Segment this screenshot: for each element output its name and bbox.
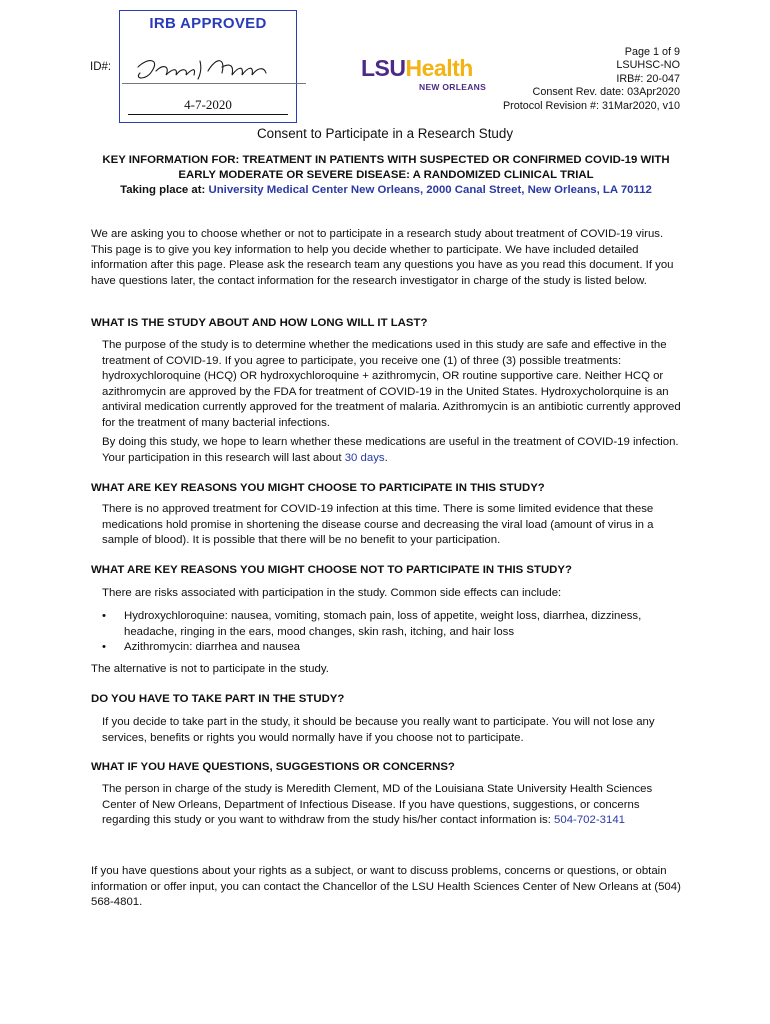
consent-revision-date: Consent Rev. date: 03Apr2020 xyxy=(532,86,680,99)
study-title: KEY INFORMATION FOR: TREATMENT IN PATIENTS WITH SUSPECTED OR CONFIRMED COVID-19 WITH EARLY MODERATE OR SEVERE DISEASE: A RANDOMIZED CLINICAL TRIAL xyxy=(102,154,670,182)
list-item: • Hydroxychloroquine: nausea, vomiting, stomach pain, loss of appetite, weight loss, diarrhea, dizziness, headache, ringing in the ears, mood changes, skin rash, itching, and hair loss xyxy=(102,610,642,638)
protocol-revision: Protocol Revision #: 31Mar2020, v10 xyxy=(502,99,680,112)
reasons-to-participate-paragraph: There is no approved treatment for COVID-19 infection at this time. There is some limited evidence that these medications hold promise in shortening the disease course and decreasing the viral load (amount of virus in a sample of blood). It is possible that there will be no benefit to your participation. xyxy=(102,503,654,547)
heading-study-about: WHAT IS THE STUDY ABOUT AND HOW LONG WILL IT LAST? xyxy=(91,317,428,329)
rights-paragraph: If you have questions about your rights as a subject, or want to discuss problems, concerns or questions, or obtain information or offer input, you can contact the Chancellor of the LSU Health Sciences Center of New Orleans at (504) 568-4801. xyxy=(91,865,681,909)
heading-reasons-to-participate: WHAT ARE KEY REASONS YOU MIGHT CHOOSE TO PARTICIPATE IN THIS STUDY? xyxy=(91,482,545,494)
bullet-icon: • xyxy=(102,641,106,654)
side-effects-list xyxy=(102,609,683,656)
heading-take-part: DO YOU HAVE TO TAKE PART IN THE STUDY? xyxy=(91,693,345,705)
approval-date: 4-7-2020 xyxy=(128,97,288,115)
location-prefix: Taking place at: xyxy=(120,184,209,197)
heading-reasons-not-to-participate: WHAT ARE KEY REASONS YOU MIGHT CHOOSE NOT TO PARTICIPATE IN THIS STUDY? xyxy=(91,564,572,576)
bullet-icon: • xyxy=(102,610,106,622)
logo-lsu: LSU xyxy=(361,55,406,81)
key-information-title xyxy=(86,153,686,199)
logo-subtitle: NEW ORLEANS xyxy=(419,82,487,92)
stamp-title: IRB APPROVED xyxy=(149,15,267,32)
study-purpose-paragraph: The purpose of the study is to determine whether the medications used in this study are safe and effective in the treatment of COVID-19. If you agree to participate, you receive one (1) of three (3) possible treatments: hydroxychloroquine (HCQ) OR hydroxychloroquine + azithromycin, OR routine supportive care. Neither HCQ or azithromycin are approved by the FDA for treatment of COVID-19 in the United States. Hydroxycholorquine is an antiviral medication currently approved for the treatment of malaria. Azithromycin is an antibiotic currently approved for the treatment of many bacterial infections. xyxy=(102,339,681,429)
id-label: ID#: xyxy=(90,61,112,73)
logo-health: Health xyxy=(405,55,473,81)
handwritten-signature xyxy=(126,49,286,87)
document-title: Consent to Participate in a Research Study xyxy=(256,126,514,141)
list-item: • Azithromycin: diarrhea and nausea xyxy=(102,640,683,656)
heading-questions: WHAT IF YOU HAVE QUESTIONS, SUGGESTIONS OR CONCERNS? xyxy=(91,761,455,773)
study-duration-paragraph: By doing this study, we hope to learn whether these medications are useful in the treatment of COVID-19 infection. Your participation in this research will last about 30 days. xyxy=(102,436,679,464)
page-number: Page 1 of 9 xyxy=(624,46,680,58)
signature-line xyxy=(122,83,306,84)
duration-value: 30 days xyxy=(344,451,385,464)
lsu-health-logo xyxy=(361,55,493,95)
intro-paragraph: We are asking you to choose whether or not to participate in a research study about treatment of COVID-19 virus. This page is to give you key information to help you decide whether to participate. We have included detailed information after this page. Please ask the research team any questions you have as you read this document. If you have questions later, the contact information for the research investigator in charge of the study is listed below. xyxy=(91,228,674,287)
alternative-paragraph: The alternative is not to participate in the study. xyxy=(91,663,329,675)
risks-paragraph: There are risks associated with participation in the study. Common side effects can include: xyxy=(102,587,562,599)
irb-number: IRB#: 20-047 xyxy=(616,72,680,85)
contact-paragraph: The person in charge of the study is Meredith Clement, MD of the Louisiana State University Health Sciences Center of New Orleans, Department of Infectious Disease. If you have questions, suggestions, or concerns regarding this study or you want to withdraw from the study his/her contact information is: 504-702-3141 xyxy=(102,783,653,827)
irb-approved-stamp xyxy=(119,10,297,123)
take-part-paragraph: If you decide to take part in the study, it should be because you really want to participate. You will not lose any services, benefits or rights you would normally have if you choose not to participate. xyxy=(102,716,655,744)
duration-text: By doing this study, we hope to learn whether these medications are useful in the treatment of COVID-19 infection. Your participation in this research will last about xyxy=(102,436,679,464)
study-location xyxy=(86,183,686,198)
organization-code: LSUHSC-NO xyxy=(616,59,680,72)
document-metadata xyxy=(503,46,680,113)
location-address: University Medical Center New Orleans, 2000 Canal Street, New Orleans, LA 70112 xyxy=(208,184,652,197)
contact-phone: 504-702-3141 xyxy=(554,814,625,827)
